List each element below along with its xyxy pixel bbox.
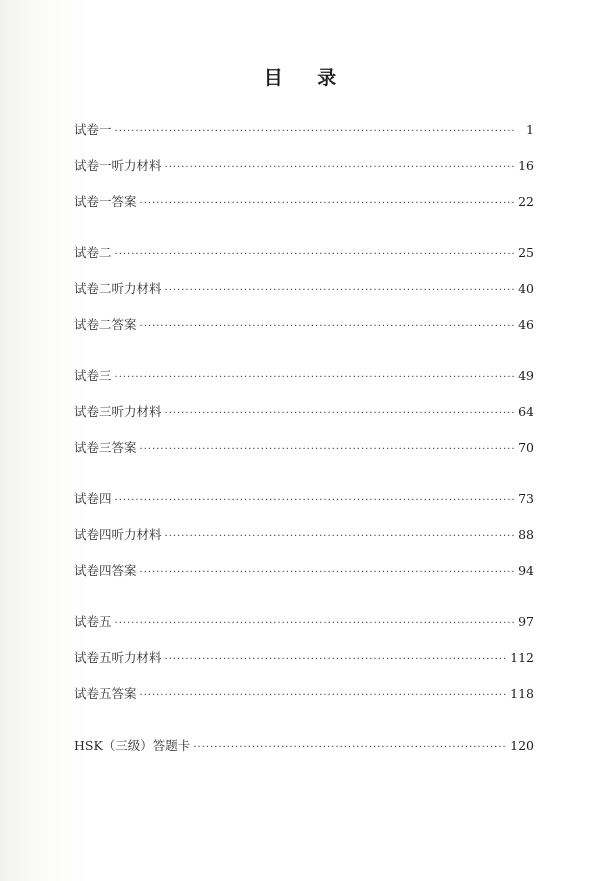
dot-leader [115, 126, 515, 137]
dot-leader [115, 618, 515, 629]
dot-leader [165, 654, 508, 665]
toc-entry-label: 试卷四 [74, 491, 112, 506]
toc-entry[interactable] [74, 489, 534, 525]
toc-entry-answer-sheet[interactable] [74, 736, 534, 772]
toc-entry-page: 70 [518, 440, 534, 455]
toc-entry[interactable] [74, 438, 534, 474]
toc-title: 目 录 [263, 67, 351, 89]
dot-leader [140, 690, 508, 701]
toc-entry-label: 试卷二 [74, 245, 112, 260]
dot-leader [165, 531, 515, 542]
toc-entry-label: 试卷五 [74, 614, 112, 629]
toc-entry[interactable] [74, 561, 534, 597]
toc-entry-page: 112 [510, 650, 534, 665]
dot-leader [140, 444, 515, 455]
toc-entry-page: 46 [518, 317, 534, 332]
toc-entry-page: 16 [518, 158, 534, 173]
dot-leader [115, 372, 515, 383]
toc-entry-label: 试卷三听力材料 [74, 404, 162, 419]
toc-entry-page: 40 [518, 281, 534, 296]
dot-leader [140, 321, 515, 332]
toc-entry-page: 22 [518, 194, 534, 209]
toc-group-4 [74, 489, 534, 597]
toc-entry[interactable] [74, 279, 534, 315]
toc-entry-page: 64 [518, 404, 534, 419]
toc-group-1 [74, 120, 534, 228]
toc-entry[interactable] [74, 120, 534, 156]
dot-leader [193, 742, 507, 753]
toc-entry-label: 试卷五答案 [74, 686, 137, 701]
toc-group-answer-sheet [74, 736, 534, 772]
toc-group-5 [74, 612, 534, 720]
toc-entry-page: 25 [518, 245, 534, 260]
toc-entry-label: 试卷二答案 [74, 317, 137, 332]
dot-leader [165, 408, 515, 419]
toc-entry[interactable] [74, 648, 534, 684]
toc-entry-label: 试卷一 [74, 122, 112, 137]
toc-entry[interactable] [74, 243, 534, 279]
toc-group-3 [74, 366, 534, 474]
toc-entry-label: 试卷二听力材料 [74, 281, 162, 296]
toc-entry[interactable] [74, 366, 534, 402]
table-of-contents [74, 120, 534, 772]
toc-entry-label: 试卷一答案 [74, 194, 137, 209]
toc-entry-label: 试卷三答案 [74, 440, 137, 455]
group-divider [74, 474, 534, 489]
toc-entry-page: 88 [518, 527, 534, 542]
dot-leader [140, 567, 515, 578]
group-divider [74, 597, 534, 612]
toc-entry-label: 试卷一听力材料 [74, 158, 162, 173]
toc-entry-page: 49 [518, 368, 534, 383]
toc-entry-page: 120 [510, 738, 534, 753]
toc-entry-label: 试卷三 [74, 368, 112, 383]
toc-entry-label: 试卷五听力材料 [74, 650, 162, 665]
dot-leader [115, 495, 515, 506]
toc-entry-page: 1 [526, 122, 534, 137]
toc-entry-page: 73 [518, 491, 534, 506]
toc-entry-label: HSK（三级）答题卡 [74, 738, 191, 753]
group-divider [74, 351, 534, 366]
toc-entry-page: 97 [518, 614, 534, 629]
group-divider [74, 720, 534, 736]
toc-entry-label: 试卷四听力材料 [74, 527, 162, 542]
toc-entry[interactable] [74, 612, 534, 648]
toc-group-2 [74, 243, 534, 351]
toc-entry[interactable] [74, 156, 534, 192]
toc-entry[interactable] [74, 315, 534, 351]
toc-entry[interactable] [74, 402, 534, 438]
dot-leader [165, 162, 515, 173]
toc-entry-page: 94 [518, 563, 534, 578]
toc-entry[interactable] [74, 525, 534, 561]
dot-leader [115, 249, 515, 260]
toc-entry[interactable] [74, 192, 534, 228]
toc-entry-page: 118 [510, 686, 534, 701]
toc-entry-label: 试卷四答案 [74, 563, 137, 578]
toc-entry[interactable] [74, 684, 534, 720]
group-divider [74, 228, 534, 243]
dot-leader [165, 285, 515, 296]
dot-leader [140, 198, 515, 209]
